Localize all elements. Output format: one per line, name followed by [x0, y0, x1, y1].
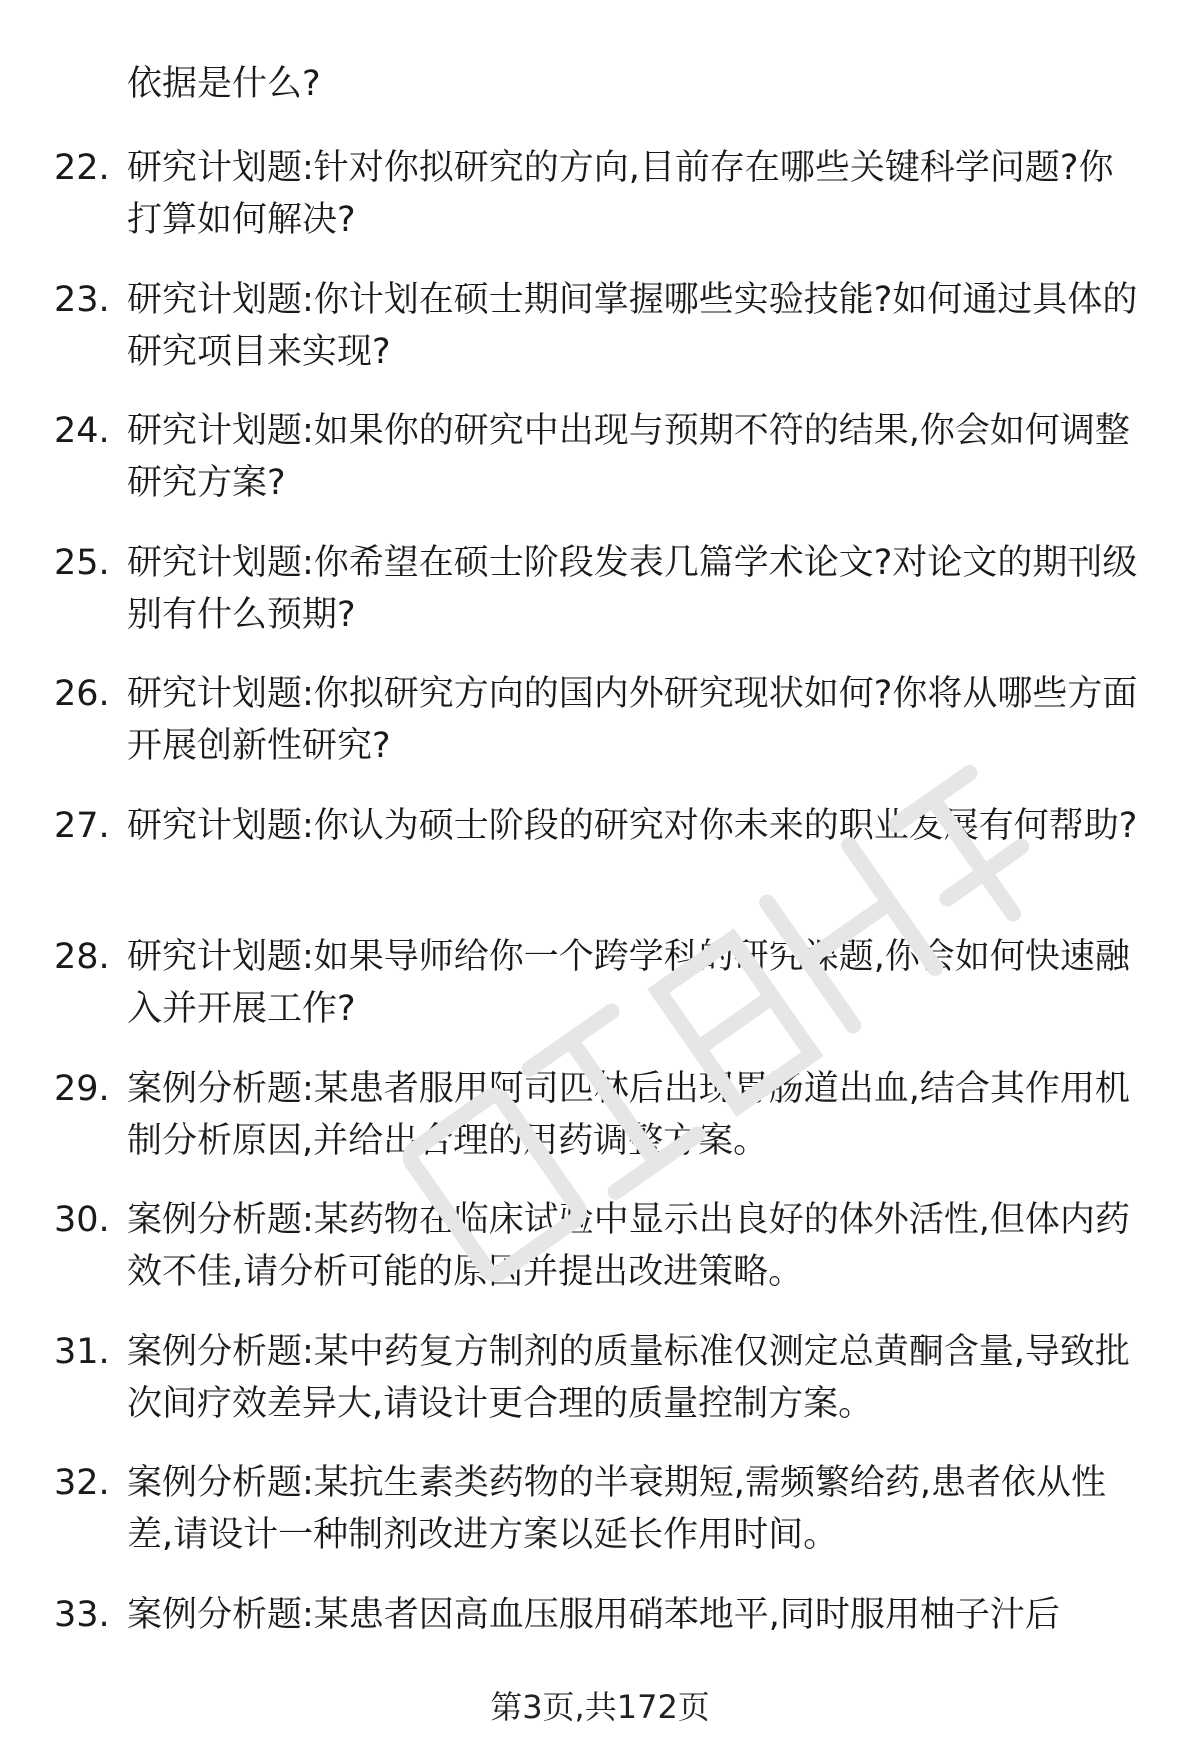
item-text: 案例分析题:某患者服用阿司匹林后出现胃肠道出血,结合其作用机制分析原因,并给出合理的用药调整方案。: [127, 1068, 1130, 1161]
list-item: [0, 142, 1200, 274]
item-number: 27.: [54, 805, 110, 846]
item-number: 25.: [54, 542, 110, 583]
item-number: 24.: [54, 411, 110, 451]
item-number: 32.: [54, 1463, 110, 1503]
item-number: 23.: [54, 279, 110, 320]
item-number: 28.: [54, 937, 110, 977]
list-item: [0, 800, 1200, 932]
item-text: 研究计划题:你拟研究方向的国内外研究现状如何?你将从哪些方面开展创新性研究?: [127, 674, 1138, 766]
item-number: 29.: [54, 1068, 110, 1109]
question-list: [0, 142, 1200, 1720]
item-text: 案例分析题:某患者因高血压服用硝苯地平,同时服用柚子汁后: [127, 1594, 1060, 1635]
list-item: [0, 1194, 1200, 1326]
item-text: 案例分析题:某药物在临床试验中显示出良好的体外活性,但体内药效不佳,请分析可能的原因并提出改进策略。: [127, 1200, 1130, 1292]
list-item: [0, 537, 1200, 669]
list-item: [0, 1457, 1200, 1589]
item-number: 30.: [54, 1200, 110, 1240]
item-text: 研究计划题:针对你拟研究的方向,目前存在哪些关键科学问题?你打算如何解决?: [127, 148, 1114, 240]
item-text: 研究计划题:如果导师给你一个跨学科的研究课题,你会如何快速融入并开展工作?: [127, 937, 1130, 1029]
item-text: 研究计划题:你计划在硕士期间掌握哪些实验技能?如何通过具体的研究项目来实现?: [127, 279, 1138, 372]
item-number: 26.: [54, 674, 110, 714]
list-item: [0, 274, 1200, 406]
list-item: [0, 1326, 1200, 1458]
continuation-text: 依据是什么?: [127, 64, 321, 104]
item-number: 33.: [54, 1594, 110, 1635]
page-footer: 第3页,共172页: [490, 1688, 710, 1726]
item-number: 31.: [54, 1331, 110, 1372]
list-item: [0, 931, 1200, 1063]
list-item: [0, 668, 1200, 800]
item-number: 22.: [54, 148, 110, 188]
item-text: 案例分析题:某中药复方制剂的质量标准仅测定总黄酮含量,导致批次间疗效差异大,请设计更合理的质量控制方案。: [127, 1331, 1130, 1424]
list-item: [0, 1063, 1200, 1195]
item-text: 研究计划题:如果你的研究中出现与预期不符的结果,你会如何调整研究方案?: [127, 411, 1130, 503]
item-text: 案例分析题:某抗生素类药物的半衰期短,需频繁给药,患者依从性差,请设计一种制剂改进方案以延长作用时间。: [127, 1463, 1107, 1555]
item-text: 研究计划题:你认为硕士阶段的研究对你未来的职业发展有何帮助?: [127, 805, 1138, 846]
list-item: [0, 405, 1200, 537]
item-text: 研究计划题:你希望在硕士阶段发表几篇学术论文?对论文的期刊级别有什么预期?: [127, 542, 1138, 635]
